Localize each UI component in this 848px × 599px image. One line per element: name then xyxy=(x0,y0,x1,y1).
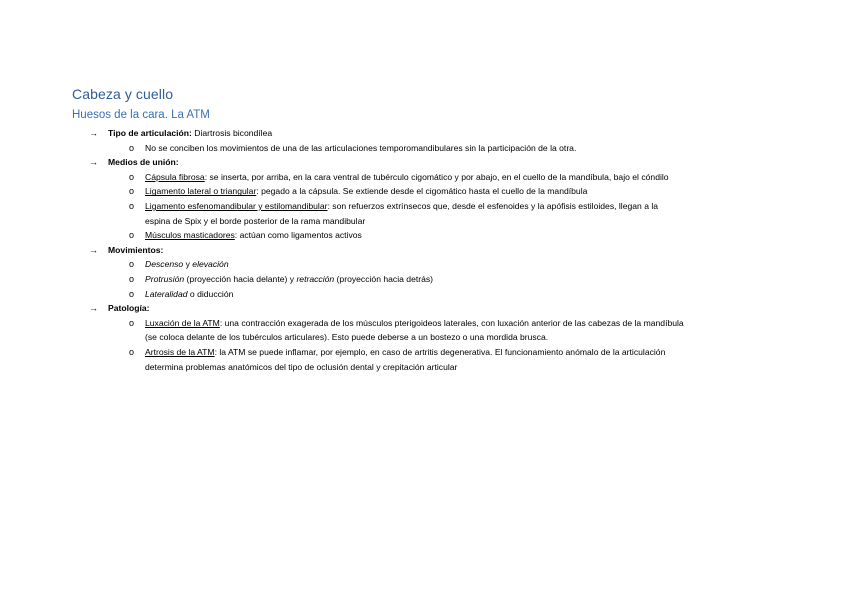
bullet-icon: o xyxy=(129,288,135,299)
section-heading: Medios de unión: xyxy=(108,157,179,168)
item-text: : se inserta, por arriba, en la cara ventral de tubérculo cigomático y por abajo, en el cuello de la mandíbula, bajo el cóndilo xyxy=(204,171,669,182)
list-item xyxy=(88,228,788,243)
section-value: Diartrosis bicondílea xyxy=(191,128,273,138)
list-item xyxy=(88,141,788,156)
arrow-icon: → xyxy=(89,128,98,138)
arrow-icon: → xyxy=(89,303,98,314)
bullet-icon: o xyxy=(129,273,135,284)
item-text-continued: espina de Spix y el borde posterior de la rama mandibular xyxy=(145,215,366,226)
item-term: Descenso xyxy=(145,259,184,270)
item-text: : la ATM se puede inflamar, por ejemplo, en caso de artritis degenerativa. El funcionamiento anómalo de la articulación xyxy=(214,346,666,357)
section-heading: Tipo de articulación: xyxy=(108,128,192,138)
list-item xyxy=(88,257,788,272)
item-text: No se conciben los movimientos de una de las articulaciones temporomandibulares sin la participación de la otra. xyxy=(145,142,577,153)
item-text: : actúan como ligamentos activos xyxy=(234,230,362,241)
section-heading: Patología: xyxy=(108,303,150,314)
list-item-movimientos xyxy=(88,243,788,258)
bullet-icon: o xyxy=(129,171,135,182)
document-body xyxy=(88,126,788,374)
item-term: Artrosis de la ATM xyxy=(145,346,215,357)
item-text: : una contracción exagerada de los músculos pterigoideos laterales, con luxación anterior de las cabezas de la mandíbula xyxy=(219,317,684,328)
item-text-continued: determina problemas anatómicos del tipo de oclusión dental y crepitación articular xyxy=(145,361,458,372)
list-item-patologia xyxy=(88,301,788,316)
item-term: Ligamento lateral o triangular xyxy=(145,186,257,197)
item-term: Lateralidad xyxy=(145,288,188,299)
item-text: o diducción xyxy=(187,288,234,299)
bullet-icon: o xyxy=(129,259,135,270)
arrow-icon: → xyxy=(89,244,98,255)
item-term: Luxación de la ATM xyxy=(145,317,220,328)
item-text: : pegado a la cápsula. Se extiende desde el cigomático hasta el cuello de la mandíbula xyxy=(256,186,588,197)
bullet-icon: o xyxy=(129,346,135,357)
item-term: Protrusión xyxy=(145,273,185,284)
item-text: (proyección hacia delante) y xyxy=(184,273,297,284)
list-item xyxy=(88,272,788,287)
item-term: Músculos masticadores xyxy=(145,230,235,241)
bullet-icon: o xyxy=(129,142,135,153)
item-text: (proyección hacia detrás) xyxy=(334,273,434,284)
item-text-continued: (se coloca delante de los tubérculos articulares). Esto puede deberse a un bostezo o una mordida brusca. xyxy=(145,332,549,343)
list-item xyxy=(88,316,788,345)
item-text: : son refuerzos extrínsecos que, desde el esfenoides y la apófisis estiloides, llegan a la xyxy=(327,200,659,211)
item-term: elevación xyxy=(192,259,229,270)
section-heading: Movimientos: xyxy=(108,244,164,255)
document-subtitle: Huesos de la cara. La ATM xyxy=(72,109,210,121)
item-term: Cápsula fibrosa xyxy=(145,171,205,182)
list-item xyxy=(88,199,788,228)
arrow-icon: → xyxy=(89,157,98,168)
list-item-tipo xyxy=(88,126,788,141)
item-term: retracción xyxy=(296,273,335,284)
list-item xyxy=(88,170,788,185)
list-item xyxy=(88,287,788,302)
list-item xyxy=(88,184,788,199)
item-term: Ligamento esfenomandibular y estilomandibular xyxy=(145,200,328,211)
item-text: y xyxy=(183,259,193,270)
list-item xyxy=(88,345,788,374)
document-title: Cabeza y cuello xyxy=(72,86,174,102)
bullet-icon: o xyxy=(129,230,135,241)
bullet-icon: o xyxy=(129,186,135,197)
bullet-icon: o xyxy=(129,200,135,211)
bullet-icon: o xyxy=(129,317,135,328)
list-item-medios xyxy=(88,155,788,170)
